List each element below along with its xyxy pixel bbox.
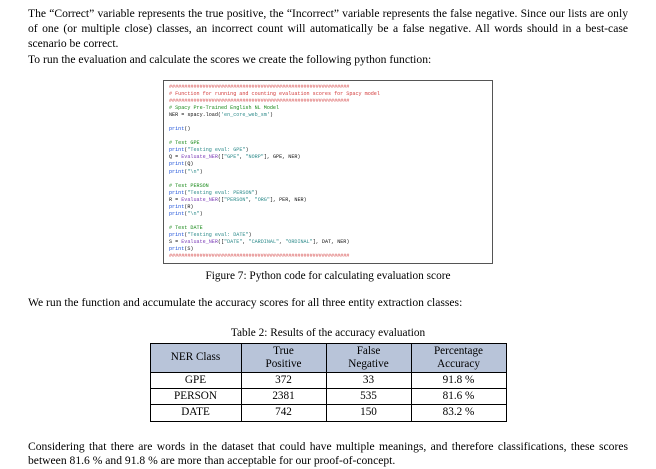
- table-cell-class: PERSON: [150, 389, 241, 405]
- header-line-1: Percentage: [433, 344, 484, 357]
- table-cell-true-positive: 372: [241, 372, 326, 388]
- table-cell-accuracy: 91.8 %: [411, 372, 506, 388]
- paragraph-closing: Considering that there are words in the dataset that could have multiple meanings, and therefore classifications, these scores between 81.6 % and 91.8 % are more than acceptable for our proof-of-concept.: [28, 439, 628, 468]
- table-row: [150, 389, 506, 405]
- table-body: [150, 372, 506, 421]
- paragraph-accumulate: We run the function and accumulate the accuracy scores for all three entity extraction classes:: [28, 295, 463, 309]
- header-line-1: NER Class: [170, 351, 221, 364]
- accuracy-results-table: [150, 343, 507, 422]
- paragraph-intro: The “Correct” variable represents the true positive, the “Incorrect” variable represents the false negative. Since our lists are only of one (or multiple close) classes, an incorrect count will automatically be a false negative. All words should in a best-case scenario be correct.: [28, 7, 628, 50]
- header-line-1: False: [356, 344, 381, 357]
- table-row: [150, 372, 506, 388]
- table-cell-true-positive: 742: [241, 405, 326, 421]
- python-code-block: ########################################################### # Function for running and counting evaluation scores for Spacy model ########################################################### # Spacy Pre-Trained English NL Model NER = spacy.load('en_core_web_sm') print() # Test GPE print("Testing eval: GPE") Q = Evaluate_NER(["GPE", "NORP"], GPE, NER) print(Q) print("\n") # Test PERSON print("Testing eval: PERSON") R = Evaluate_NER(["PERSON", "ORG"], PER, NER) print(R) print("\n") # Test DATE print("Testing eval: DATE") S = Evaluate_NER(["DATE", "CARDINAL", "ORDINAL"], DAT, NER) print(S) ###########################################################: [169, 84, 380, 259]
- table-header-cell-3: [411, 343, 506, 372]
- table-header-cell-0: [150, 343, 241, 372]
- code-figure: [163, 80, 493, 263]
- header-line-2: Positive: [265, 357, 302, 370]
- table-caption: Table 2: Results of the accuracy evaluation: [230, 326, 426, 339]
- paragraph-run-eval: To run the evaluation and calculate the scores we create the following python function:: [28, 53, 432, 67]
- table-cell-accuracy: 83.2 %: [411, 405, 506, 421]
- header-line-1: True: [273, 344, 294, 357]
- header-line-2: Negative: [348, 357, 389, 370]
- table-row: [150, 405, 506, 421]
- table-cell-class: GPE: [150, 372, 241, 388]
- table-cell-false-negative: 535: [326, 389, 411, 405]
- figure-caption: Figure 7: Python code for calculating evaluation score: [205, 269, 451, 282]
- table-header-cell-1: [241, 343, 326, 372]
- table-cell-true-positive: 2381: [241, 389, 326, 405]
- table-cell-false-negative: 150: [326, 405, 411, 421]
- table-cell-class: DATE: [150, 405, 241, 421]
- header-line-2: Accuracy: [437, 357, 480, 370]
- table-cell-false-negative: 33: [326, 372, 411, 388]
- table-header: [150, 343, 506, 372]
- table-header-cell-2: [326, 343, 411, 372]
- table-header-row: [150, 343, 506, 372]
- table-cell-accuracy: 81.6 %: [411, 389, 506, 405]
